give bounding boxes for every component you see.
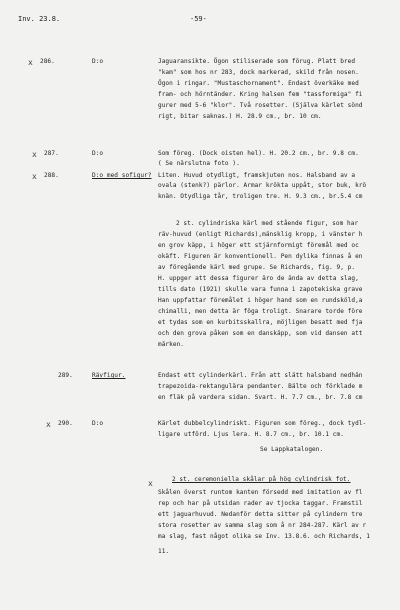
entry-number: 286. (40, 58, 55, 65)
entry-line: Som föreg. (Dock oisten hel). H. 20.2 cm., br. 9.8 cm. (158, 150, 359, 157)
paragraph-line: 11. (158, 548, 170, 555)
margin-check-mark: x (32, 150, 37, 159)
section-heading: 2 st. ceremoniella skålar på hög cylindrisk fot. (172, 476, 351, 483)
paragraph-line: et tydas som en kurbitsskallra, möjligen besatt med fja (158, 319, 363, 326)
entry-line: rigt, bitar saknas.) H. 28.9 cm., br. 10 cm. (158, 113, 322, 120)
paragraph-line: H. uppger att dessa figurer äro de ända av detta slag, (158, 275, 359, 282)
entry-line: fram- och hörntänder. Kring halsen fem "tassformiga" fi (158, 91, 363, 98)
entry-line: Kärlet dubbelcylindriskt. Figuren som föreg., dock tydl- (158, 420, 367, 427)
paragraph-line: av föregående kärl med grupe. Se Richards, fig. 9, p. (158, 264, 356, 271)
entry-line: Se Lappkatalogen. (260, 446, 324, 453)
entry-type: Rävfigur. (92, 372, 126, 379)
paragraph-line: ett jaguarhuvud. Nedanför detta sitter på cylindern tre (158, 511, 363, 518)
paragraph-line: och den grova påken som en danskäpp, som vid dansen att (158, 330, 363, 337)
entry-line: knän. Otydliga tår, troligen tre. H. 9.3 cm., br.5.4 cm (158, 193, 363, 200)
paragraph-line: en grov käpp, i höger ett stjärnformigt föremål med oc (158, 242, 359, 249)
paragraph-line: 2 st. cylindriska kärl med stående figur, som har (176, 220, 359, 227)
entry-line: en fläk på vardera sidan. Svart. H. 7.7 cm., br. 7.8 cm (158, 394, 363, 401)
margin-check-mark: x (148, 479, 153, 488)
margin-check-mark: x (28, 58, 33, 67)
entry-number: 290. (58, 420, 73, 427)
entry-line: Liten. Huvud otydligt, framskjuten nos. Halsband av a (158, 172, 356, 179)
entry-line: ligare utförd. Ljus lera. H. 8.7 cm., br. 10.1 cm. (158, 431, 344, 438)
entry-type: D:o (92, 58, 104, 65)
entry-line: "kam" som hos nr 283, dock markerad, skild från nosen. (158, 69, 359, 76)
margin-check-mark: x (32, 172, 37, 181)
paragraph-line: märken. (158, 341, 185, 348)
entry-type: D:o med sofigur? (92, 172, 152, 179)
entry-number: 289. (58, 372, 73, 379)
paragraph-line: okäft. Figuren är konventionell. Pen dylika finnas å en (158, 253, 363, 260)
paragraph-line: rep och har på utsidan rader av tjocka taggar. Framstil (158, 500, 363, 507)
entry-line: trapezoida-rektangulära pendanter. Bälte och förklade m (158, 383, 363, 390)
entry-line: Ögon i ringar. "Mustaschornament". Endast överkäke med (158, 80, 359, 87)
paragraph-line: räv-huvud (enligt Richards),mänsklig kropp, i vänster h (158, 231, 363, 238)
entry-number: 287. (44, 150, 59, 157)
entry-line: ovala (stenk?) pärlor. Armar krökta uppåt, stor buk, krö (158, 182, 367, 189)
inventory-reference: Inv. 23.8. (18, 15, 61, 23)
margin-check-mark: x (46, 420, 51, 429)
paragraph-line: Han uppfattar föremålet i höger hand som en rundsköld,a (158, 297, 363, 304)
entry-line: Endast ett cylinderkärl. Från att slätt halsband nedhän (158, 372, 363, 379)
page-number: -59- (190, 15, 207, 23)
entry-type: D:o (92, 150, 104, 157)
entry-number: 288. (44, 172, 59, 179)
entry-line: Jaguaransikte. Ögon stiliserade som förug. Platt bred (158, 58, 356, 65)
entry-type: D:o (92, 420, 104, 427)
entry-line: gurer med 5-6 "klor". Två rosetter. (Själva kärlet sönd (158, 102, 363, 109)
entry-line: ( Se närslutna foto ). (158, 160, 240, 167)
paragraph-line: chimalli, men detta är föga troligt. Snarare torde före (158, 308, 363, 315)
paragraph-line: ma slag, fast något olika se Inv. 13.8.6. och Richards, 1 (158, 533, 370, 540)
paragraph-line: Skålen överst runtom kanten försedd med imitation av fl (158, 489, 363, 496)
paragraph-line: tills dato (1921) skulle vara funna i zapotekiska grave (158, 286, 363, 293)
paragraph-line: stora rosetter av samma slag som å nr 284-287. Kärl av r (158, 522, 367, 529)
